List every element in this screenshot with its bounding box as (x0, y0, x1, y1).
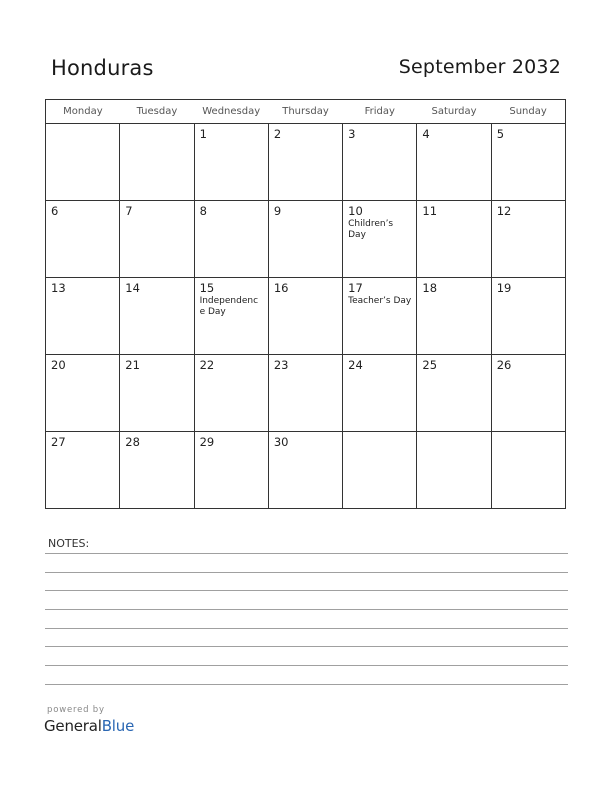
day-number: 26 (496, 358, 512, 372)
day-number: 28 (125, 435, 140, 449)
day-cell (491, 201, 565, 278)
weekday-header: Friday (343, 100, 417, 124)
holiday-label: Teacher’s Day (348, 296, 412, 306)
day-cell (194, 201, 268, 278)
day-cell (120, 124, 194, 201)
day-cell (194, 355, 268, 432)
day-number: 25 (422, 358, 438, 372)
day-number: 13 (51, 281, 66, 295)
brand-logo (44, 717, 134, 735)
country-title: Honduras (51, 56, 154, 80)
note-line (45, 609, 568, 610)
day-cell (46, 124, 120, 201)
week-row (46, 201, 566, 278)
day-number: 9 (273, 204, 282, 218)
note-line (45, 646, 568, 647)
weekday-header: Wednesday (194, 100, 268, 124)
day-cell (194, 278, 268, 355)
day-number: 12 (496, 204, 512, 218)
day-cell (343, 278, 417, 355)
note-line (45, 628, 568, 629)
week-row (46, 355, 566, 432)
day-cell (343, 355, 417, 432)
day-cell (491, 278, 565, 355)
weekday-header-row (46, 100, 566, 124)
day-cell (46, 201, 120, 278)
day-number: 1 (199, 127, 207, 141)
brand-name-general: General (44, 717, 102, 735)
day-cell (343, 432, 417, 509)
holiday-label: Children’s Day (348, 219, 394, 240)
day-cell (417, 201, 491, 278)
day-cell (46, 355, 120, 432)
day-number: 10 (348, 204, 363, 218)
weekday-header: Tuesday (120, 100, 194, 124)
day-number: 7 (125, 204, 133, 218)
day-cell (417, 355, 491, 432)
day-number: 27 (51, 435, 66, 449)
week-row (46, 432, 566, 509)
day-cell (268, 355, 342, 432)
day-number: 8 (199, 204, 207, 218)
day-number: 6 (51, 204, 59, 218)
calendar-grid (45, 99, 566, 509)
day-cell (194, 432, 268, 509)
day-cell (120, 355, 194, 432)
powered-by-text: powered by (47, 705, 105, 715)
day-cell (491, 432, 565, 509)
notes-label: NOTES: (48, 537, 90, 550)
day-number: 16 (273, 281, 289, 295)
day-cell (491, 124, 565, 201)
note-line (45, 572, 568, 573)
day-cell (491, 355, 565, 432)
day-number: 23 (273, 358, 289, 372)
day-number: 21 (125, 358, 140, 372)
day-cell (268, 432, 342, 509)
day-number: 22 (199, 358, 215, 372)
note-line (45, 553, 568, 554)
day-cell (194, 124, 268, 201)
day-cell (120, 201, 194, 278)
day-cell (268, 201, 342, 278)
day-number: 19 (496, 281, 512, 295)
day-cell (417, 124, 491, 201)
holiday-label: Independence Day (199, 296, 259, 317)
day-number: 5 (496, 127, 505, 141)
day-number: 15 (199, 281, 215, 295)
day-cell (120, 278, 194, 355)
day-number: 20 (51, 358, 66, 372)
note-line (45, 684, 568, 685)
day-number: 30 (273, 435, 289, 449)
day-number: 18 (422, 281, 438, 295)
day-cell (343, 124, 417, 201)
day-cell (46, 432, 120, 509)
month-year-title: September 2032 (398, 56, 561, 78)
note-line (45, 590, 568, 591)
weekday-header: Saturday (417, 100, 491, 124)
weekday-header: Thursday (268, 100, 342, 124)
day-number: 17 (348, 281, 363, 295)
day-cell (343, 201, 417, 278)
day-cell (120, 432, 194, 509)
day-number: 29 (199, 435, 215, 449)
weekday-header: Sunday (491, 100, 565, 124)
day-cell (46, 278, 120, 355)
day-number: 2 (273, 127, 282, 141)
day-number: 3 (348, 127, 356, 141)
weekday-header: Monday (46, 100, 120, 124)
week-row (46, 278, 566, 355)
day-cell (268, 278, 342, 355)
day-cell (268, 124, 342, 201)
day-number: 4 (422, 127, 430, 141)
day-cell (417, 432, 491, 509)
note-line (45, 665, 568, 666)
day-number: 11 (422, 204, 438, 218)
day-number: 14 (125, 281, 140, 295)
day-cell (417, 278, 491, 355)
brand-name-blue: Blue (101, 717, 135, 735)
day-number: 24 (348, 358, 363, 372)
week-row (46, 124, 566, 201)
